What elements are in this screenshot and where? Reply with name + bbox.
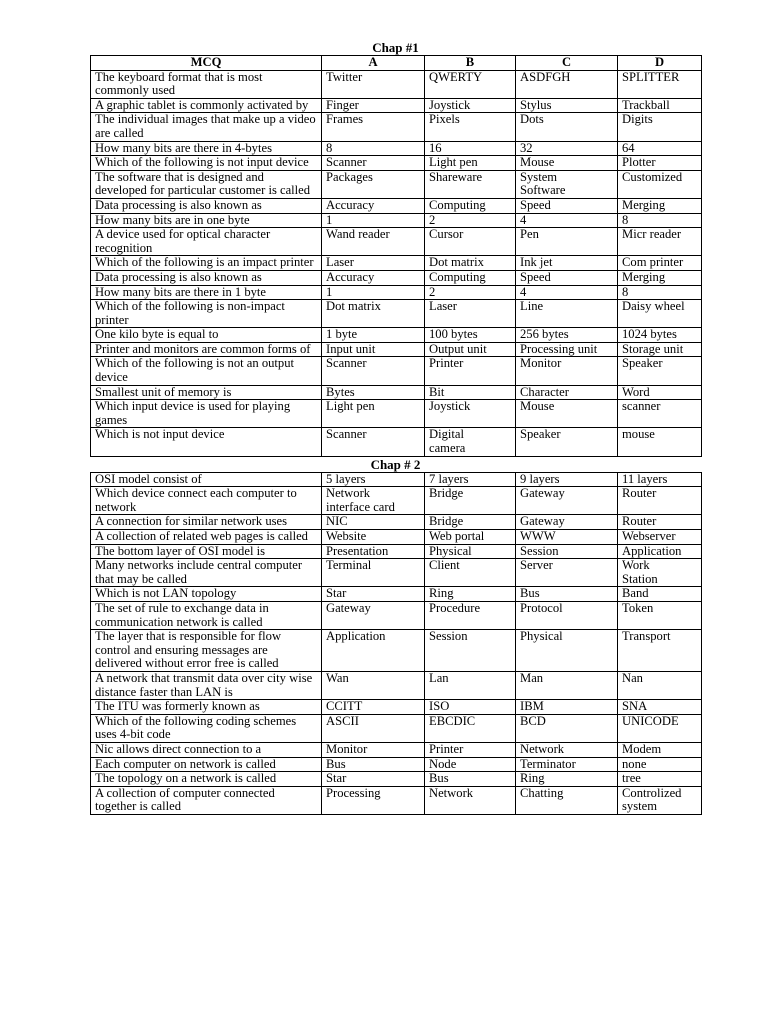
option-a-cell: Dot matrix <box>322 300 425 328</box>
option-d-cell: scanner <box>618 400 702 428</box>
option-c-cell: Mouse <box>516 400 618 428</box>
header-row <box>91 56 702 71</box>
option-d-cell: Router <box>618 515 702 530</box>
table-row <box>91 170 702 198</box>
option-a-cell: 5 layers <box>322 472 425 487</box>
option-a-cell: Processing <box>322 786 425 814</box>
option-a-cell: Scanner <box>322 428 425 456</box>
option-c-cell: Gateway <box>516 515 618 530</box>
option-c-cell: Speaker <box>516 428 618 456</box>
question-cell: Smallest unit of memory is <box>91 385 322 400</box>
option-a-cell: Monitor <box>322 742 425 757</box>
chapter-1-table <box>90 55 702 457</box>
question-cell: Many networks include central computer that may be called <box>91 559 322 587</box>
question-cell: A collection of computer connected together is called <box>91 786 322 814</box>
option-a-cell: Scanner <box>322 357 425 385</box>
option-b-cell: 16 <box>425 141 516 156</box>
option-b-cell: Network <box>425 786 516 814</box>
option-d-cell: Micr reader <box>618 228 702 256</box>
table-row <box>91 270 702 285</box>
option-a-cell: Star <box>322 587 425 602</box>
option-c-cell: Ink jet <box>516 256 618 271</box>
option-d-cell: 64 <box>618 141 702 156</box>
table-row <box>91 300 702 328</box>
option-c-cell: 4 <box>516 285 618 300</box>
option-c-cell: 9 layers <box>516 472 618 487</box>
option-c-cell: BCD <box>516 714 618 742</box>
option-d-cell: Band <box>618 587 702 602</box>
question-cell: Which of the following coding schemes uses 4-bit code <box>91 714 322 742</box>
option-b-cell: Printer <box>425 357 516 385</box>
option-b-cell: Session <box>425 630 516 672</box>
option-a-cell: 1 byte <box>322 328 425 343</box>
option-a-cell: Input unit <box>322 342 425 357</box>
option-a-cell: Laser <box>322 256 425 271</box>
table-row <box>91 70 702 98</box>
table-row <box>91 559 702 587</box>
option-b-cell: Node <box>425 757 516 772</box>
option-d-cell: Com printer <box>618 256 702 271</box>
option-b-cell: EBCDIC <box>425 714 516 742</box>
option-b-cell: Light pen <box>425 156 516 171</box>
option-a-cell: Wan <box>322 671 425 699</box>
question-cell: The set of rule to exchange data in communication network is called <box>91 601 322 629</box>
option-d-cell: Speaker <box>618 357 702 385</box>
table-row <box>91 428 702 456</box>
option-d-cell: Plotter <box>618 156 702 171</box>
question-cell: A network that transmit data over city wise distance faster than LAN is <box>91 671 322 699</box>
question-cell: Nic allows direct connection to a <box>91 742 322 757</box>
question-cell: Which is not LAN topology <box>91 587 322 602</box>
question-cell: A device used for optical character recognition <box>91 228 322 256</box>
table-row <box>91 742 702 757</box>
question-cell: A graphic tablet is commonly activated by <box>91 98 322 113</box>
question-cell: The software that is designed and developed for particular customer is called <box>91 170 322 198</box>
option-a-cell: Terminal <box>322 559 425 587</box>
option-c-cell: ASDFGH <box>516 70 618 98</box>
option-a-cell: Application <box>322 630 425 672</box>
option-d-cell: 8 <box>618 285 702 300</box>
question-cell: The topology on a network is called <box>91 772 322 787</box>
option-c-cell: Session <box>516 544 618 559</box>
option-c-cell: 32 <box>516 141 618 156</box>
question-cell: One kilo byte is equal to <box>91 328 322 343</box>
option-c-cell: Speed <box>516 198 618 213</box>
option-b-cell: Computing <box>425 270 516 285</box>
option-b-cell: Procedure <box>425 601 516 629</box>
option-d-cell: 8 <box>618 213 702 228</box>
option-d-cell: Router <box>618 487 702 515</box>
table-row <box>91 328 702 343</box>
option-a-cell: ASCII <box>322 714 425 742</box>
option-d-cell: SPLITTER <box>618 70 702 98</box>
option-b-cell: Client <box>425 559 516 587</box>
table-row <box>91 228 702 256</box>
option-c-cell: IBM <box>516 700 618 715</box>
table-row <box>91 357 702 385</box>
question-cell: Each computer on network is called <box>91 757 322 772</box>
chapter-1 <box>90 40 701 457</box>
table-row <box>91 772 702 787</box>
question-cell: How many bits are in one byte <box>91 213 322 228</box>
option-a-cell: CCITT <box>322 700 425 715</box>
table-row <box>91 786 702 814</box>
option-a-cell: Presentation <box>322 544 425 559</box>
option-c-cell: Dots <box>516 113 618 141</box>
option-a-cell: Accuracy <box>322 198 425 213</box>
table-row <box>91 342 702 357</box>
question-cell: Data processing is also known as <box>91 198 322 213</box>
option-a-cell: Light pen <box>322 400 425 428</box>
option-c-cell: Server <box>516 559 618 587</box>
option-c-cell: Ring <box>516 772 618 787</box>
option-c-cell: 256 bytes <box>516 328 618 343</box>
question-cell: Which of the following is an impact printer <box>91 256 322 271</box>
option-a-cell: Frames <box>322 113 425 141</box>
table-row <box>91 98 702 113</box>
option-b-cell: 100 bytes <box>425 328 516 343</box>
option-d-cell: none <box>618 757 702 772</box>
table-row <box>91 757 702 772</box>
option-d-cell: Daisy wheel <box>618 300 702 328</box>
table-row <box>91 285 702 300</box>
option-a-cell: Website <box>322 530 425 545</box>
option-c-cell: Chatting <box>516 786 618 814</box>
option-d-cell: Webserver <box>618 530 702 545</box>
chapter-2-rows <box>91 472 702 814</box>
table-row <box>91 156 702 171</box>
question-cell: Which is not input device <box>91 428 322 456</box>
option-a-cell: 8 <box>322 141 425 156</box>
option-d-cell: 11 layers <box>618 472 702 487</box>
question-cell: Which device connect each computer to network <box>91 487 322 515</box>
question-cell: How many bits are there in 4-bytes <box>91 141 322 156</box>
option-d-cell: Application <box>618 544 702 559</box>
option-c-cell: WWW <box>516 530 618 545</box>
option-b-cell: Lan <box>425 671 516 699</box>
question-cell: Which input device is used for playing games <box>91 400 322 428</box>
option-d-cell: Nan <box>618 671 702 699</box>
option-a-cell: NIC <box>322 515 425 530</box>
option-d-cell: Storage unit <box>618 342 702 357</box>
option-d-cell: UNICODE <box>618 714 702 742</box>
option-b-cell: Bridge <box>425 487 516 515</box>
option-d-cell: Customized <box>618 170 702 198</box>
option-b-cell: Joystick <box>425 98 516 113</box>
option-c-cell: Stylus <box>516 98 618 113</box>
option-a-cell: Network interface card <box>322 487 425 515</box>
option-c-cell: Monitor <box>516 357 618 385</box>
header-b: B <box>425 56 516 71</box>
option-d-cell: Modem <box>618 742 702 757</box>
question-cell: How many bits are there in 1 byte <box>91 285 322 300</box>
option-a-cell: Scanner <box>322 156 425 171</box>
option-c-cell: Processing unit <box>516 342 618 357</box>
option-d-cell: mouse <box>618 428 702 456</box>
table-row <box>91 400 702 428</box>
table-row <box>91 472 702 487</box>
option-c-cell: Protocol <box>516 601 618 629</box>
question-cell: OSI model consist of <box>91 472 322 487</box>
option-b-cell: Printer <box>425 742 516 757</box>
option-a-cell: Accuracy <box>322 270 425 285</box>
chapter-1-rows <box>91 70 702 456</box>
option-d-cell: Merging <box>618 270 702 285</box>
option-a-cell: 1 <box>322 285 425 300</box>
option-c-cell: Pen <box>516 228 618 256</box>
option-d-cell: 1024 bytes <box>618 328 702 343</box>
option-c-cell: System Software <box>516 170 618 198</box>
option-c-cell: Speed <box>516 270 618 285</box>
table-row <box>91 714 702 742</box>
table-row <box>91 700 702 715</box>
option-b-cell: 7 layers <box>425 472 516 487</box>
option-b-cell: QWERTY <box>425 70 516 98</box>
header-mcq: MCQ <box>91 56 322 71</box>
option-d-cell: Transport <box>618 630 702 672</box>
chapter-2 <box>90 457 701 815</box>
table-row <box>91 256 702 271</box>
option-c-cell: Network <box>516 742 618 757</box>
option-b-cell: 2 <box>425 213 516 228</box>
question-cell: The ITU was formerly known as <box>91 700 322 715</box>
question-cell: A connection for similar network uses <box>91 515 322 530</box>
chapter-2-table <box>90 472 702 815</box>
option-b-cell: Pixels <box>425 113 516 141</box>
option-c-cell: Man <box>516 671 618 699</box>
table-row <box>91 671 702 699</box>
table-row <box>91 385 702 400</box>
option-b-cell: Bridge <box>425 515 516 530</box>
table-row <box>91 141 702 156</box>
option-d-cell: Controlized system <box>618 786 702 814</box>
option-a-cell: Bus <box>322 757 425 772</box>
table-row <box>91 530 702 545</box>
question-cell: Which of the following is not input device <box>91 156 322 171</box>
question-cell: The layer that is responsible for flow control and ensuring messages are delivered without error free is called <box>91 630 322 672</box>
option-c-cell: Bus <box>516 587 618 602</box>
option-d-cell: Trackball <box>618 98 702 113</box>
option-a-cell: Wand reader <box>322 228 425 256</box>
option-d-cell: Token <box>618 601 702 629</box>
table-row <box>91 601 702 629</box>
option-b-cell: Bit <box>425 385 516 400</box>
table-row <box>91 630 702 672</box>
option-b-cell: Cursor <box>425 228 516 256</box>
option-c-cell: Line <box>516 300 618 328</box>
chapter-1-title: Chap #1 <box>372 40 419 55</box>
option-b-cell: ISO <box>425 700 516 715</box>
option-a-cell: 1 <box>322 213 425 228</box>
option-d-cell: SNA <box>618 700 702 715</box>
header-d: D <box>618 56 702 71</box>
question-cell: Which of the following is not an output device <box>91 357 322 385</box>
option-b-cell: Web portal <box>425 530 516 545</box>
option-a-cell: Packages <box>322 170 425 198</box>
question-cell: Which of the following is non-impact printer <box>91 300 322 328</box>
option-a-cell: Star <box>322 772 425 787</box>
option-c-cell: Mouse <box>516 156 618 171</box>
option-d-cell: tree <box>618 772 702 787</box>
option-b-cell: Output unit <box>425 342 516 357</box>
option-b-cell: Bus <box>425 772 516 787</box>
header-a: A <box>322 56 425 71</box>
option-c-cell: Character <box>516 385 618 400</box>
option-b-cell: Computing <box>425 198 516 213</box>
question-cell: The bottom layer of OSI model is <box>91 544 322 559</box>
option-b-cell: Laser <box>425 300 516 328</box>
option-c-cell: Terminator <box>516 757 618 772</box>
table-row <box>91 587 702 602</box>
option-b-cell: Physical <box>425 544 516 559</box>
option-c-cell: Physical <box>516 630 618 672</box>
document-page <box>90 40 701 815</box>
option-c-cell: Gateway <box>516 487 618 515</box>
option-d-cell: Work Station <box>618 559 702 587</box>
option-c-cell: 4 <box>516 213 618 228</box>
question-cell: A collection of related web pages is called <box>91 530 322 545</box>
option-d-cell: Word <box>618 385 702 400</box>
option-b-cell: Dot matrix <box>425 256 516 271</box>
chapter-2-title: Chap # 2 <box>370 456 421 472</box>
question-cell: Printer and monitors are common forms of <box>91 342 322 357</box>
option-b-cell: 2 <box>425 285 516 300</box>
question-cell: Data processing is also known as <box>91 270 322 285</box>
option-b-cell: Digital camera <box>425 428 516 456</box>
option-d-cell: Merging <box>618 198 702 213</box>
header-c: C <box>516 56 618 71</box>
table-row <box>91 198 702 213</box>
table-row <box>91 113 702 141</box>
table-row <box>91 213 702 228</box>
table-row <box>91 544 702 559</box>
option-a-cell: Twitter <box>322 70 425 98</box>
option-a-cell: Finger <box>322 98 425 113</box>
table-row <box>91 487 702 515</box>
option-b-cell: Joystick <box>425 400 516 428</box>
table-row <box>91 515 702 530</box>
option-a-cell: Bytes <box>322 385 425 400</box>
option-d-cell: Digits <box>618 113 702 141</box>
question-cell: The individual images that make up a video are called <box>91 113 322 141</box>
option-b-cell: Ring <box>425 587 516 602</box>
question-cell: The keyboard format that is most commonly used <box>91 70 322 98</box>
option-a-cell: Gateway <box>322 601 425 629</box>
option-b-cell: Shareware <box>425 170 516 198</box>
